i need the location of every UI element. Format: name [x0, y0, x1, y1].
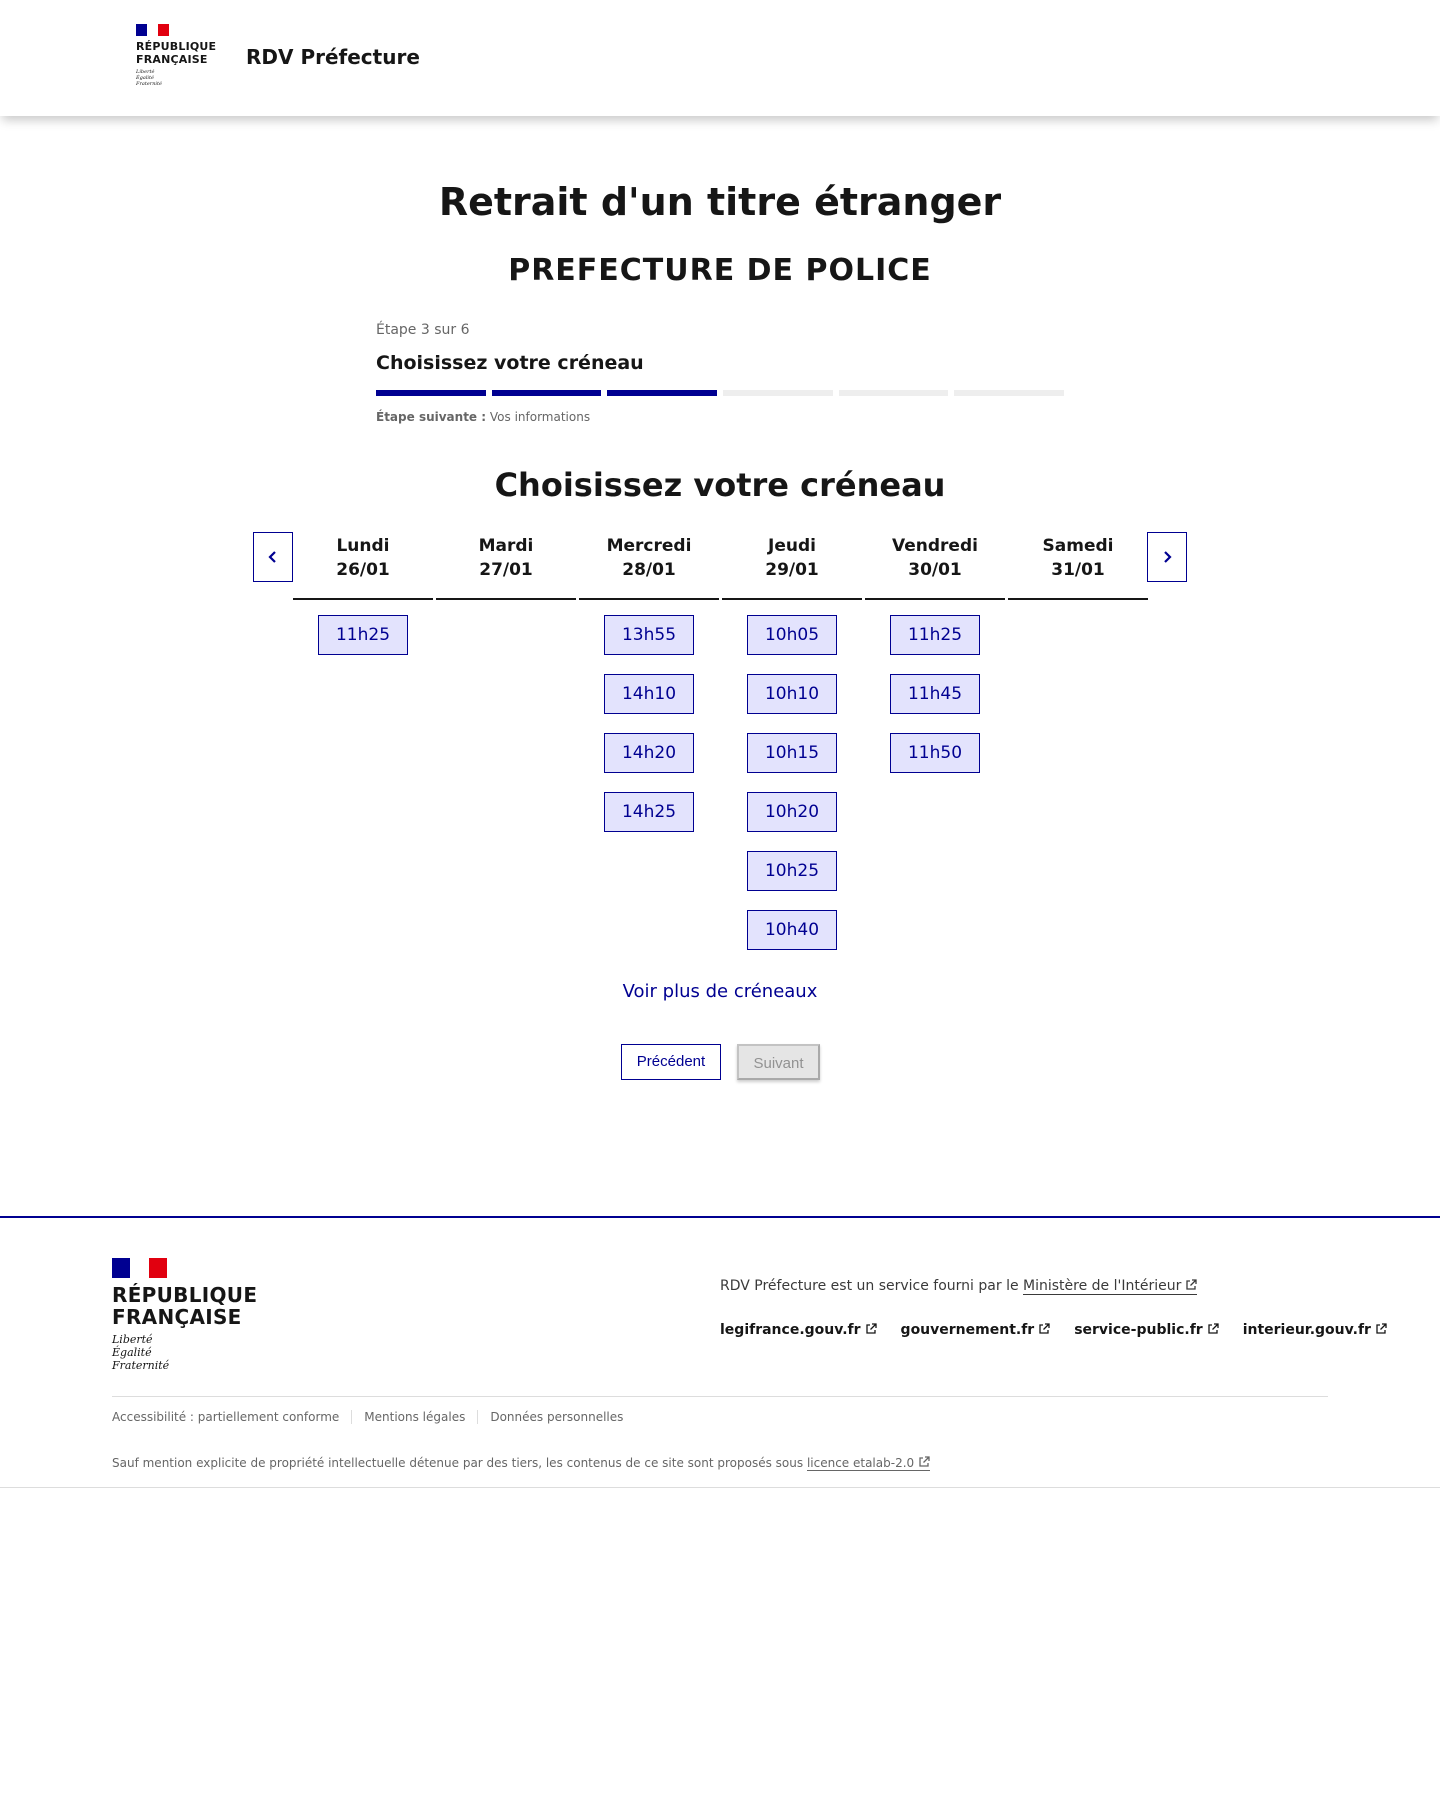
- previous-week-button[interactable]: [253, 532, 293, 582]
- accessibility-link[interactable]: Accessibilité : partiellement conforme: [112, 1410, 340, 1424]
- external-link-icon: [1038, 1323, 1050, 1335]
- french-flag-icon: [112, 1258, 167, 1278]
- ministere-link[interactable]: Ministère de l'Intérieur: [1023, 1278, 1197, 1295]
- day-header: [1008, 532, 1148, 600]
- footer-description: [720, 1278, 1197, 1294]
- day-name: Mardi: [478, 536, 534, 556]
- more-slots-link[interactable]: Voir plus de créneaux: [622, 981, 818, 1002]
- time-slot-button[interactable]: 10h20: [747, 792, 837, 832]
- time-slot-button[interactable]: 13h55: [604, 615, 694, 655]
- footer-link-legifrance[interactable]: legifrance.gouv.fr: [720, 1322, 877, 1338]
- time-slot-button[interactable]: 11h25: [890, 615, 980, 655]
- logo-text: RÉPUBLIQUE FRANÇAISE: [112, 1283, 258, 1329]
- footer-link-interieur[interactable]: interieur.gouv.fr: [1243, 1322, 1387, 1338]
- motto: Liberté Égalité Fraternité: [112, 1333, 170, 1372]
- day-header: [579, 532, 719, 600]
- chevron-right-icon: [1160, 550, 1174, 564]
- time-slot-button[interactable]: 11h45: [890, 674, 980, 714]
- logo-text: RÉPUBLIQUE FRANÇAISE: [136, 40, 217, 66]
- day-date: 29/01: [765, 560, 819, 580]
- time-slot-button[interactable]: 10h15: [747, 733, 837, 773]
- day-column-samedi: [1008, 532, 1148, 600]
- licence-text: Sauf mention explicite de propriété intellectuelle détenue par des tiers, les contenus de ce site sont proposés sous: [112, 1456, 804, 1470]
- external-link-icon: [865, 1323, 877, 1335]
- step-bar: [607, 390, 717, 396]
- time-slot-button[interactable]: 11h25: [318, 615, 408, 655]
- day-name: Vendredi: [892, 536, 978, 556]
- page-subtitle: PREFECTURE DE POLICE: [508, 253, 932, 288]
- day-name: Samedi: [1042, 536, 1114, 556]
- site-header: [0, 0, 1440, 116]
- step-bar: [376, 390, 486, 396]
- service-name[interactable]: RDV Préfecture: [246, 45, 420, 69]
- step-bar: [723, 390, 833, 396]
- personal-data-link[interactable]: Données personnelles: [477, 1410, 635, 1424]
- step-state: Étape 3 sur 6: [376, 322, 470, 338]
- day-header: [436, 532, 576, 600]
- footer-divider: [112, 1396, 1328, 1397]
- day-name: Mercredi: [606, 536, 692, 556]
- day-column-jeudi: [722, 532, 862, 950]
- page-title: Retrait d'un titre étranger: [438, 180, 1002, 224]
- footer-bottom-links: [112, 1410, 635, 1424]
- day-column-lundi: [293, 532, 433, 655]
- time-slot-button[interactable]: 11h50: [890, 733, 980, 773]
- next-week-button[interactable]: [1147, 532, 1187, 582]
- time-slot-button[interactable]: 14h10: [604, 674, 694, 714]
- day-date: 26/01: [336, 560, 390, 580]
- step-title: Choisissez votre créneau: [376, 352, 644, 374]
- time-slot-button[interactable]: 10h10: [747, 674, 837, 714]
- time-slot-button[interactable]: 14h20: [604, 733, 694, 773]
- time-slot-button[interactable]: 14h25: [604, 792, 694, 832]
- stepper: [376, 322, 1064, 424]
- previous-button[interactable]: Précédent: [621, 1044, 721, 1080]
- footer-link-service-public[interactable]: service-public.fr: [1074, 1322, 1218, 1338]
- day-date: 27/01: [479, 560, 533, 580]
- footer-description-text: RDV Préfecture est un service fourni par le: [720, 1278, 1019, 1294]
- day-date: 28/01: [622, 560, 676, 580]
- day-date: 30/01: [908, 560, 962, 580]
- time-slot-button[interactable]: 10h40: [747, 910, 837, 950]
- step-next-value: Vos informations: [489, 410, 591, 424]
- day-column-mardi: [436, 532, 576, 600]
- external-link-icon: [918, 1456, 930, 1468]
- next-button[interactable]: Suivant: [737, 1044, 820, 1080]
- footer-link-gouvernement[interactable]: gouvernement.fr: [901, 1322, 1051, 1338]
- day-header: [293, 532, 433, 600]
- time-slot-button[interactable]: 10h05: [747, 615, 837, 655]
- step-bar: [492, 390, 602, 396]
- external-link-icon: [1375, 1323, 1387, 1335]
- day-date: 31/01: [1051, 560, 1105, 580]
- step-next: [376, 410, 590, 424]
- day-header: [865, 532, 1005, 600]
- calendar-title: Choisissez votre créneau: [494, 466, 946, 504]
- site-footer: [0, 1216, 1440, 1488]
- day-column-vendredi: [865, 532, 1005, 773]
- step-bar: [839, 390, 949, 396]
- chevron-left-icon: [266, 550, 280, 564]
- day-column-mercredi: [579, 532, 719, 832]
- page-end-divider: [0, 1487, 1440, 1488]
- external-link-icon: [1207, 1323, 1219, 1335]
- step-progress: [376, 390, 1064, 396]
- day-name: Jeudi: [768, 536, 816, 556]
- footer-links: [720, 1322, 1387, 1338]
- motto: Liberté Égalité Fraternité: [136, 69, 162, 87]
- french-flag-icon: [136, 24, 169, 36]
- licence-link[interactable]: licence etalab-2.0: [807, 1456, 930, 1471]
- footer-licence: [112, 1456, 930, 1470]
- external-link-icon: [1185, 1279, 1197, 1291]
- day-name: Lundi: [336, 536, 390, 556]
- legal-notice-link[interactable]: Mentions légales: [351, 1410, 477, 1424]
- day-header: [722, 532, 862, 600]
- step-bar: [954, 390, 1064, 396]
- time-slot-button[interactable]: 10h25: [747, 851, 837, 891]
- republique-francaise-logo[interactable]: [136, 24, 216, 87]
- republique-francaise-logo[interactable]: [112, 1258, 257, 1372]
- step-next-label: Étape suivante :: [376, 410, 487, 424]
